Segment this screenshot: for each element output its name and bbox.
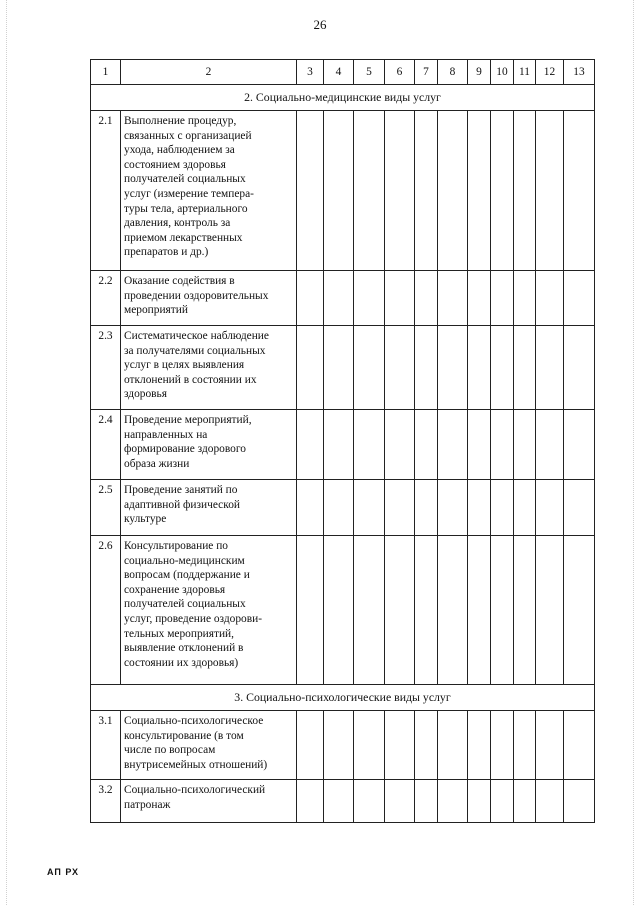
description-line: услуг в целях выявления <box>124 359 245 372</box>
row-number: 2.2 <box>91 271 121 326</box>
empty-cell <box>438 271 468 326</box>
service-description <box>121 271 297 326</box>
description-line: ухода, наблюдением за <box>124 144 235 157</box>
empty-cell <box>324 326 354 410</box>
empty-cell <box>354 271 385 326</box>
empty-cell <box>468 326 491 410</box>
description-line: социально-медицинским <box>124 554 245 567</box>
empty-cell <box>297 780 324 823</box>
row-number: 3.2 <box>91 780 121 823</box>
empty-cell <box>514 780 536 823</box>
empty-cell <box>354 326 385 410</box>
empty-cell <box>468 480 491 536</box>
row-number: 3.1 <box>91 711 121 780</box>
page-number: 26 <box>313 17 327 32</box>
empty-cell <box>297 111 324 271</box>
description-line: Социально-психологическое <box>124 715 264 727</box>
description-line: давления, контроль за <box>124 217 231 230</box>
column-header: 4 <box>324 60 354 85</box>
empty-cell <box>324 111 354 271</box>
column-header: 5 <box>354 60 385 85</box>
empty-cell <box>491 111 514 271</box>
empty-cell <box>385 111 415 271</box>
empty-cell <box>415 780 438 823</box>
description-line: Систематическое наблюдение <box>124 330 269 342</box>
empty-cell <box>438 480 468 536</box>
empty-cell <box>385 271 415 326</box>
empty-cell <box>514 536 536 685</box>
description-line: получателей социальных <box>124 173 246 186</box>
empty-cell <box>385 780 415 823</box>
empty-cell <box>297 271 324 326</box>
description-line: формирование здорового <box>124 443 246 456</box>
table-row <box>91 410 595 480</box>
empty-cell <box>438 111 468 271</box>
empty-cell <box>564 711 595 780</box>
description-line: Выполнение процедур, <box>124 115 237 127</box>
description-line: приемом лекарственных <box>124 231 243 244</box>
description-line: получателей социальных <box>124 598 246 611</box>
empty-cell <box>536 536 564 685</box>
empty-cell <box>536 326 564 410</box>
empty-cell <box>324 271 354 326</box>
empty-cell <box>564 536 595 685</box>
section-row <box>91 85 595 111</box>
table-row <box>91 480 595 536</box>
table-row <box>91 711 595 780</box>
service-description <box>121 326 297 410</box>
empty-cell <box>438 711 468 780</box>
empty-cell <box>385 410 415 480</box>
column-header: 2 <box>121 60 297 85</box>
empty-cell <box>385 536 415 685</box>
empty-cell <box>415 111 438 271</box>
left-scan-edge <box>6 0 7 905</box>
service-description <box>121 711 297 780</box>
description-line: направленных на <box>124 428 208 441</box>
description-line: Консультирование по <box>124 540 228 552</box>
empty-cell <box>297 711 324 780</box>
description-line: мероприятий <box>124 304 188 317</box>
empty-cell <box>514 480 536 536</box>
description-line: образа жизни <box>124 457 190 470</box>
empty-cell <box>354 480 385 536</box>
empty-cell <box>354 536 385 685</box>
description-line: состоянием здоровья <box>124 158 226 171</box>
empty-cell <box>514 326 536 410</box>
header-row <box>91 60 595 85</box>
empty-cell <box>564 780 595 823</box>
empty-cell <box>536 271 564 326</box>
service-description <box>121 111 297 271</box>
empty-cell <box>514 111 536 271</box>
section-row <box>91 685 595 711</box>
empty-cell <box>324 711 354 780</box>
table-row <box>91 536 595 685</box>
description-line: Проведение мероприятий, <box>124 414 252 426</box>
right-scan-edge <box>633 0 634 905</box>
empty-cell <box>415 536 438 685</box>
table-row <box>91 271 595 326</box>
empty-cell <box>536 410 564 480</box>
empty-cell <box>354 111 385 271</box>
description-line: Оказание содействия в <box>124 275 235 287</box>
empty-cell <box>324 410 354 480</box>
column-header: 8 <box>438 60 468 85</box>
empty-cell <box>297 536 324 685</box>
description-line: культуре <box>124 513 167 526</box>
description-line: состоянии их здоровья) <box>124 656 239 669</box>
empty-cell <box>438 326 468 410</box>
description-line: связанных с организацией <box>124 129 252 142</box>
empty-cell <box>491 536 514 685</box>
empty-cell <box>324 480 354 536</box>
empty-cell <box>438 780 468 823</box>
empty-cell <box>297 326 324 410</box>
section-title: 3. Социально-психологические виды услуг <box>91 685 595 711</box>
description-line: внутрисемейных отношений) <box>124 758 268 771</box>
empty-cell <box>415 326 438 410</box>
table-body <box>91 60 595 823</box>
footer-mark: АП РХ <box>47 867 80 877</box>
table-row <box>91 326 595 410</box>
column-header: 3 <box>297 60 324 85</box>
description-line: консультирование (в том <box>124 729 244 742</box>
empty-cell <box>468 410 491 480</box>
empty-cell <box>514 711 536 780</box>
description-line: препаратов и др.) <box>124 246 209 259</box>
description-line: вопросам (поддержание и <box>124 569 250 582</box>
service-description <box>121 480 297 536</box>
service-description <box>121 410 297 480</box>
empty-cell <box>385 711 415 780</box>
empty-cell <box>415 410 438 480</box>
services-table <box>90 59 595 823</box>
empty-cell <box>468 711 491 780</box>
empty-cell <box>514 410 536 480</box>
empty-cell <box>491 410 514 480</box>
description-line: Проведение занятий по <box>124 484 238 496</box>
empty-cell <box>491 780 514 823</box>
description-line: здоровья <box>124 388 167 401</box>
empty-cell <box>324 780 354 823</box>
empty-cell <box>438 536 468 685</box>
empty-cell <box>491 711 514 780</box>
table-row <box>91 780 595 823</box>
description-line: проведении оздоровительных <box>124 289 269 302</box>
empty-cell <box>415 271 438 326</box>
empty-cell <box>354 780 385 823</box>
row-number: 2.6 <box>91 536 121 685</box>
empty-cell <box>354 410 385 480</box>
empty-cell <box>536 111 564 271</box>
empty-cell <box>385 326 415 410</box>
empty-cell <box>536 780 564 823</box>
empty-cell <box>354 711 385 780</box>
column-header: 11 <box>514 60 536 85</box>
empty-cell <box>468 536 491 685</box>
row-number: 2.5 <box>91 480 121 536</box>
empty-cell <box>491 271 514 326</box>
row-number: 2.1 <box>91 111 121 271</box>
description-line: услуг (измерение темпера- <box>124 187 254 200</box>
section-title: 2. Социально-медицинские виды услуг <box>91 85 595 111</box>
row-number: 2.3 <box>91 326 121 410</box>
empty-cell <box>564 326 595 410</box>
empty-cell <box>564 410 595 480</box>
description-line: адаптивной физической <box>124 498 240 511</box>
service-description <box>121 780 297 823</box>
empty-cell <box>468 111 491 271</box>
empty-cell <box>536 480 564 536</box>
empty-cell <box>297 410 324 480</box>
description-line: туры тела, артериального <box>124 202 248 215</box>
empty-cell <box>564 480 595 536</box>
description-line: числе по вопросам <box>124 744 216 757</box>
empty-cell <box>468 780 491 823</box>
description-line: Социально-психологический <box>124 784 266 796</box>
empty-cell <box>297 480 324 536</box>
column-header: 6 <box>385 60 415 85</box>
column-header: 12 <box>536 60 564 85</box>
description-line: за получателями социальных <box>124 344 266 357</box>
empty-cell <box>514 271 536 326</box>
column-header: 13 <box>564 60 595 85</box>
empty-cell <box>491 326 514 410</box>
row-number: 2.4 <box>91 410 121 480</box>
column-header: 7 <box>415 60 438 85</box>
empty-cell <box>468 271 491 326</box>
column-header: 10 <box>491 60 514 85</box>
description-line: тельных мероприятий, <box>124 627 235 640</box>
description-line: услуг, проведение оздорови- <box>124 612 262 625</box>
service-description <box>121 536 297 685</box>
empty-cell <box>324 536 354 685</box>
description-line: отклонений в состоянии их <box>124 373 257 386</box>
description-line: сохранение здоровья <box>124 583 226 596</box>
table-row <box>91 111 595 271</box>
column-header: 9 <box>468 60 491 85</box>
column-header: 1 <box>91 60 121 85</box>
empty-cell <box>564 111 595 271</box>
empty-cell <box>415 480 438 536</box>
description-line: патронаж <box>124 798 171 811</box>
empty-cell <box>385 480 415 536</box>
empty-cell <box>438 410 468 480</box>
empty-cell <box>536 711 564 780</box>
empty-cell <box>415 711 438 780</box>
description-line: выявление отклонений в <box>124 642 244 655</box>
empty-cell <box>491 480 514 536</box>
empty-cell <box>564 271 595 326</box>
